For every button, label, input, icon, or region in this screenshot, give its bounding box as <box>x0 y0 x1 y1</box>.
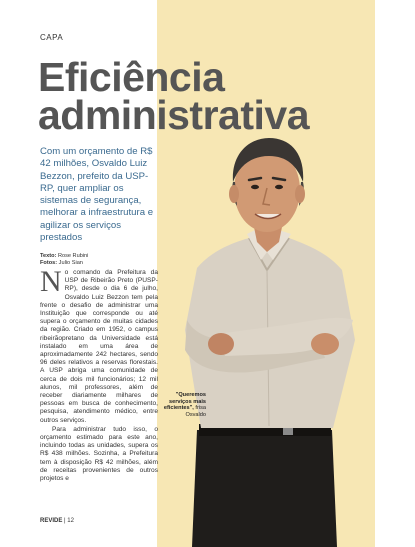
title-line-2: administrativa <box>38 92 309 138</box>
body-paragraph-2: Para administrar tudo isso, o orçamento estimado para este ano, incluindo todas as unidades, supera os R$ 438 milhões. Sozinha, a Prefeitura tem à disposição R$ 42 milhões, além de receitas provenientes de outros projetos e <box>40 425 158 483</box>
section-label: CAPA <box>40 33 64 42</box>
photo-credit: Fotos: Julio Sian <box>40 260 83 266</box>
footer-separator: | <box>64 518 66 524</box>
photo-caption <box>158 392 206 418</box>
title-line-1: Eficiência <box>38 54 225 100</box>
trousers <box>192 430 337 547</box>
caption-attribution: frisa Osvaldo <box>185 405 206 418</box>
lead-paragraph: Com um orçamento de R$ 42 milhões, Osvaldo Luiz Bezzon, prefeito da USP-RP, quer ampliar os sistemas de segurança, melhorar a infraestrutura e agilizar os serviços prestados <box>40 146 154 244</box>
page-number: 12 <box>67 518 74 524</box>
caption-quote: "Queremos serviços mais eficientes", <box>163 392 206 412</box>
magazine-name: REVIDE <box>40 518 63 524</box>
article-body <box>40 265 158 519</box>
portrait-photo <box>157 130 375 547</box>
article-title <box>38 54 410 138</box>
page-footer <box>40 518 74 524</box>
body-paragraph-1: No comando da Prefeitura da USP de Ribeirão Preto (PUSP-RP), desde o dia 6 de julho, Osvaldo Luiz Bezzon tem pela frente o desafio de administrar uma Instituição que corresponde ou até supera o orçamento de muitas cidades da região. Criado em 1952, o campus ribeirãopretano da Universidade está instalado em uma área de aproximadamente 242 hectares, sendo 96 deles relativos a reservas florestais. A USP abriga uma comunidade de cerca de dois mil funcionários; 12 mil alunos, mil professores, além de receber diariamente milhares de pessoas em busca de conhecimento, pesquisa, atendimento médico, entre outros serviços. <box>40 265 158 424</box>
drop-cap: N <box>40 265 62 298</box>
text-credit: Texto: Rose Rubini <box>40 253 89 259</box>
left-hand <box>311 333 339 355</box>
right-hand <box>208 333 234 355</box>
